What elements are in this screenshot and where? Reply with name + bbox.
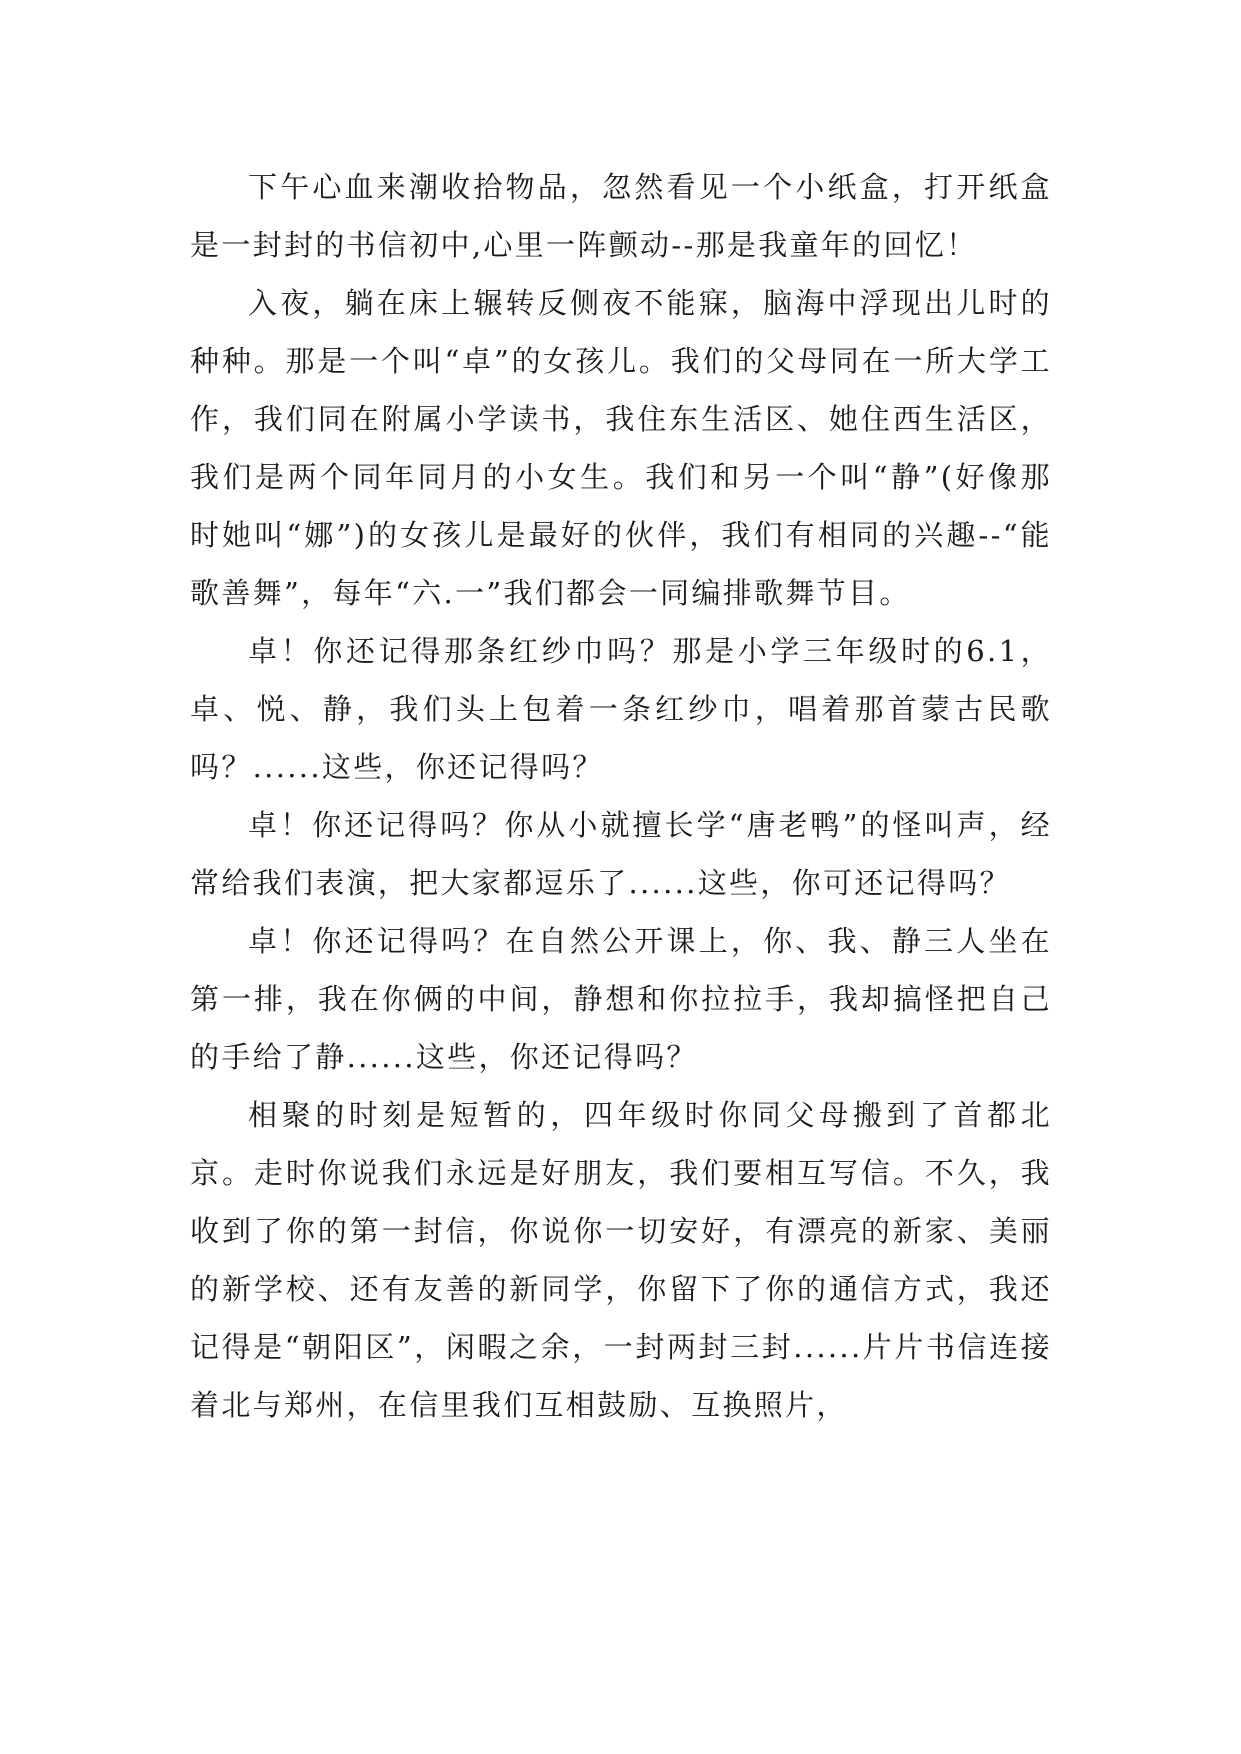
- paragraph-1: 下午心血来潮收拾物品，忽然看见一个小纸盒，打开纸盒是一封封的书信初中,心里一阵颤动--那是我童年的回忆！: [190, 170, 1052, 262]
- paragraph-3: 卓！你还记得那条红纱巾吗？那是小学三年级时的6.1，卓、悦、静，我们头上包着一条红纱巾，唱着那首蒙古民歌吗？......这些，你还记得吗？: [190, 634, 1052, 784]
- paragraph-6: 相聚的时刻是短暂的，四年级时你同父母搬到了首都北京。走时你说我们永远是好朋友，我们要相互写信。不久，我收到了你的第一封信，你说你一切安好，有漂亮的新家、美丽的新学校、还有友善的新同学，你留下了你的通信方式，我还记得是“朝阳区”，闲暇之余，一封两封三封......片片书信连接着北与郑州，在信里我们互相鼓励、互换照片，: [190, 1098, 1052, 1422]
- paragraph-2: 入夜，躺在床上辗转反侧夜不能寐，脑海中浮现出儿时的种种。那是一个叫“卓”的女孩儿。我们的父母同在一所大学工作，我们同在附属小学读书，我住东生活区、她住西生活区，我们是两个同年同月的小女生。我们和另一个叫“静”(好像那时她叫“娜”)的女孩儿是最好的伙伴，我们有相同的兴趣--“能歌善舞”，每年“六.一”我们都会一同编排歌舞节目。: [190, 286, 1052, 610]
- paragraph-5: 卓！你还记得吗？在自然公开课上，你、我、静三人坐在第一排，我在你俩的中间，静想和你拉拉手，我却搞怪把自己的手给了静......这些，你还记得吗？: [190, 924, 1052, 1074]
- paragraph-4: 卓！你还记得吗？你从小就擅长学“唐老鸭”的怪叫声，经常给我们表演，把大家都逗乐了......这些，你可还记得吗？: [190, 808, 1052, 900]
- document-body: [190, 158, 1052, 1434]
